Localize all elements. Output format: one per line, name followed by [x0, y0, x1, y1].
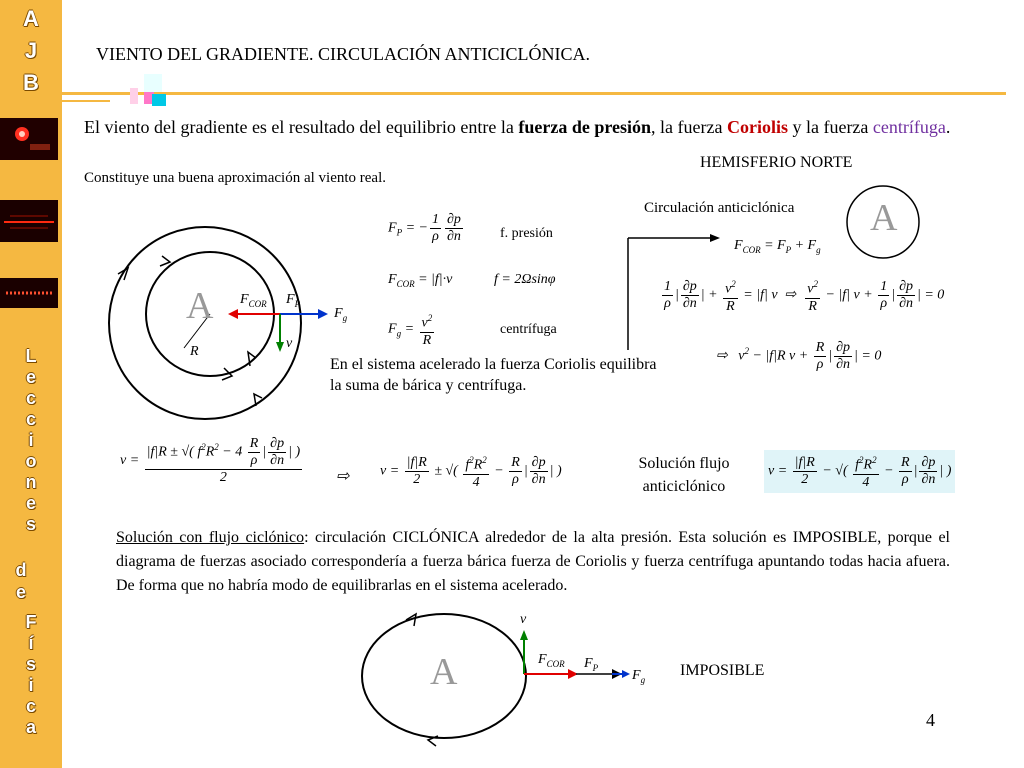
circulation-label: Circulación anticiclónica — [644, 200, 795, 216]
coriolis-formula: $F_{COR} = |f|\cdot v$ — [388, 272, 453, 289]
decor-square — [144, 74, 162, 92]
sidebar-letter: e — [25, 493, 36, 513]
decor-square — [130, 88, 138, 104]
fg-label: $F_g$ — [334, 306, 348, 323]
sidebar-letter: c — [25, 409, 36, 429]
equilibrium-formula: $F_{COR} = F_P + F_g$ — [734, 238, 821, 255]
balance-equation: $\frac{1}{\rho}$ | $\frac{\partial p}{\partial n}$ | + $\frac{v^2}{R}$ = |f| v ⇨ $\frac{v^2}{R}$ − |f| v + $\frac{1}{\rho}$ | $\frac{\partial p}{\partial n}$ | = 0 — [660, 276, 944, 315]
sidebar-letter: A — [23, 6, 39, 31]
sidebar-letter: c — [25, 388, 36, 408]
sidebar-letter: B — [23, 70, 39, 95]
sidebar-letter: d — [15, 560, 27, 580]
centrifugal-formula: $F_g$ = $\frac{v^2}{R}$ — [388, 310, 436, 349]
impossible-fg-label: $F_g$ — [632, 668, 646, 685]
force-diagram — [100, 222, 340, 432]
page-number: 4 — [926, 710, 935, 730]
sidebar-thumbnail-2 — [0, 200, 58, 242]
title-divider — [62, 92, 1006, 95]
r-label: R — [190, 344, 199, 359]
pressure-force-formula: $F_P$ = − $\frac{1}{\rho}$ $\frac{\partial p}{\partial n}$ — [388, 212, 461, 244]
sidebar — [0, 0, 62, 768]
anticyclone-letter: A — [870, 197, 898, 239]
title-divider-short — [62, 100, 110, 102]
intro-text: , la fuerza — [651, 117, 727, 137]
cyclonic-text: : circulación CICLÓNICA alrededor de la alta presión. Esta solución es IMPOSIBLE, porque el diagrama de fuerzas asociado correspondería a fuerza bárica fuerza de Coriolis y fuerza centrífuga apuntando todas hacia afuera. De forma que no habría modo de equilibrarlas en el sistema acelerado. — [116, 529, 950, 594]
sidebar-letter: e — [15, 582, 26, 602]
diagram-center-letter: A — [186, 285, 214, 327]
impossible-center-letter: A — [430, 651, 458, 693]
intro-text: y la fuerza — [787, 117, 873, 137]
intro-text: El viento del gradiente es el resultado del equilibrio entre la — [84, 117, 519, 137]
coriolis-parameter: f = 2Ωsinφ — [494, 272, 556, 287]
cyclonic-heading: Solución con flujo ciclónico — [116, 529, 305, 546]
sidebar-letter: F — [25, 612, 37, 632]
v-label: v — [286, 336, 293, 351]
sidebar-letter: i — [28, 430, 34, 450]
intro-text: . — [945, 117, 951, 137]
impossible-label: IMPOSIBLE — [680, 662, 765, 679]
impossible-v-label: v — [520, 612, 527, 627]
fcor-label: $F_{COR}$ — [240, 292, 267, 309]
sidebar-letter: c — [25, 696, 36, 716]
sidebar-letter: s — [25, 514, 36, 534]
coriolis-word: Coriolis — [726, 117, 788, 137]
general-solution: v = |f|R ± √( $f^2R^2 - 4$ $\frac{R}{\rho}$ | $\frac{\partial p}{\partial n}$ | ) 2 — [120, 436, 301, 485]
intro-subtext: Constituye una buena aproximación al viento real. — [84, 170, 386, 186]
implies-arrow: ⇨ — [336, 468, 350, 485]
centrifuga-word: centrífuga — [872, 117, 946, 137]
quadratic-equation: ⇨ $v^2 - |f|R$ v + $\frac{R}{\rho}$ | $\frac{\partial p}{\partial n}$ | = 0 — [716, 340, 882, 372]
fp-label: $F_P$ — [286, 292, 301, 309]
solution-label: Solución flujo anticiclónico — [638, 455, 730, 495]
impossible-fcor-label: $F_{COR}$ — [538, 652, 565, 669]
sidebar-thumbnail-1 — [0, 118, 58, 160]
decor-square — [152, 94, 166, 106]
sidebar-letter: L — [25, 346, 37, 366]
sidebar-thumbnail-3 — [0, 278, 58, 308]
simplified-solution: v = $\frac{|f|R}{2}$ ± √( $\frac{f^2R^2}{4}$ − $\frac{R}{\rho}$ | $\frac{\partial p}{\partial n}$ | ) — [380, 452, 562, 491]
sidebar-letter: s — [25, 654, 36, 674]
pressure-label: f. presión — [500, 226, 553, 241]
hemisphere-label: HEMISFERIO NORTE — [700, 154, 853, 171]
impossible-fp-label: $F_P$ — [584, 656, 599, 673]
sidebar-letter: J — [24, 38, 38, 63]
accelerated-note: En el sistema acelerado la fuerza Coriolis equilibra la suma de bárica y centrífuga. — [330, 356, 657, 394]
sidebar-letter: o — [25, 451, 37, 471]
intro-bold: fuerza de presión — [518, 117, 652, 137]
slide-title: VIENTO DEL GRADIENTE. CIRCULACIÓN ANTICICLÓNICA. — [96, 44, 590, 64]
centrifugal-label: centrífuga — [500, 322, 557, 337]
sidebar-letter: í — [28, 633, 34, 653]
intro-paragraph — [84, 114, 1000, 141]
cyclonic-paragraph — [116, 526, 950, 598]
sidebar-letter: e — [25, 367, 36, 387]
sidebar-letter: n — [25, 472, 37, 492]
sidebar-letter: i — [28, 675, 34, 695]
anticyclonic-solution: v = $\frac{|f|R}{2}$ − √( $\frac{f^2R^2}{4}$ − $\frac{R}{\rho}$ | $\frac{\partial p}{\partial n}$ | ) — [764, 450, 955, 493]
sidebar-letter: a — [25, 717, 36, 737]
